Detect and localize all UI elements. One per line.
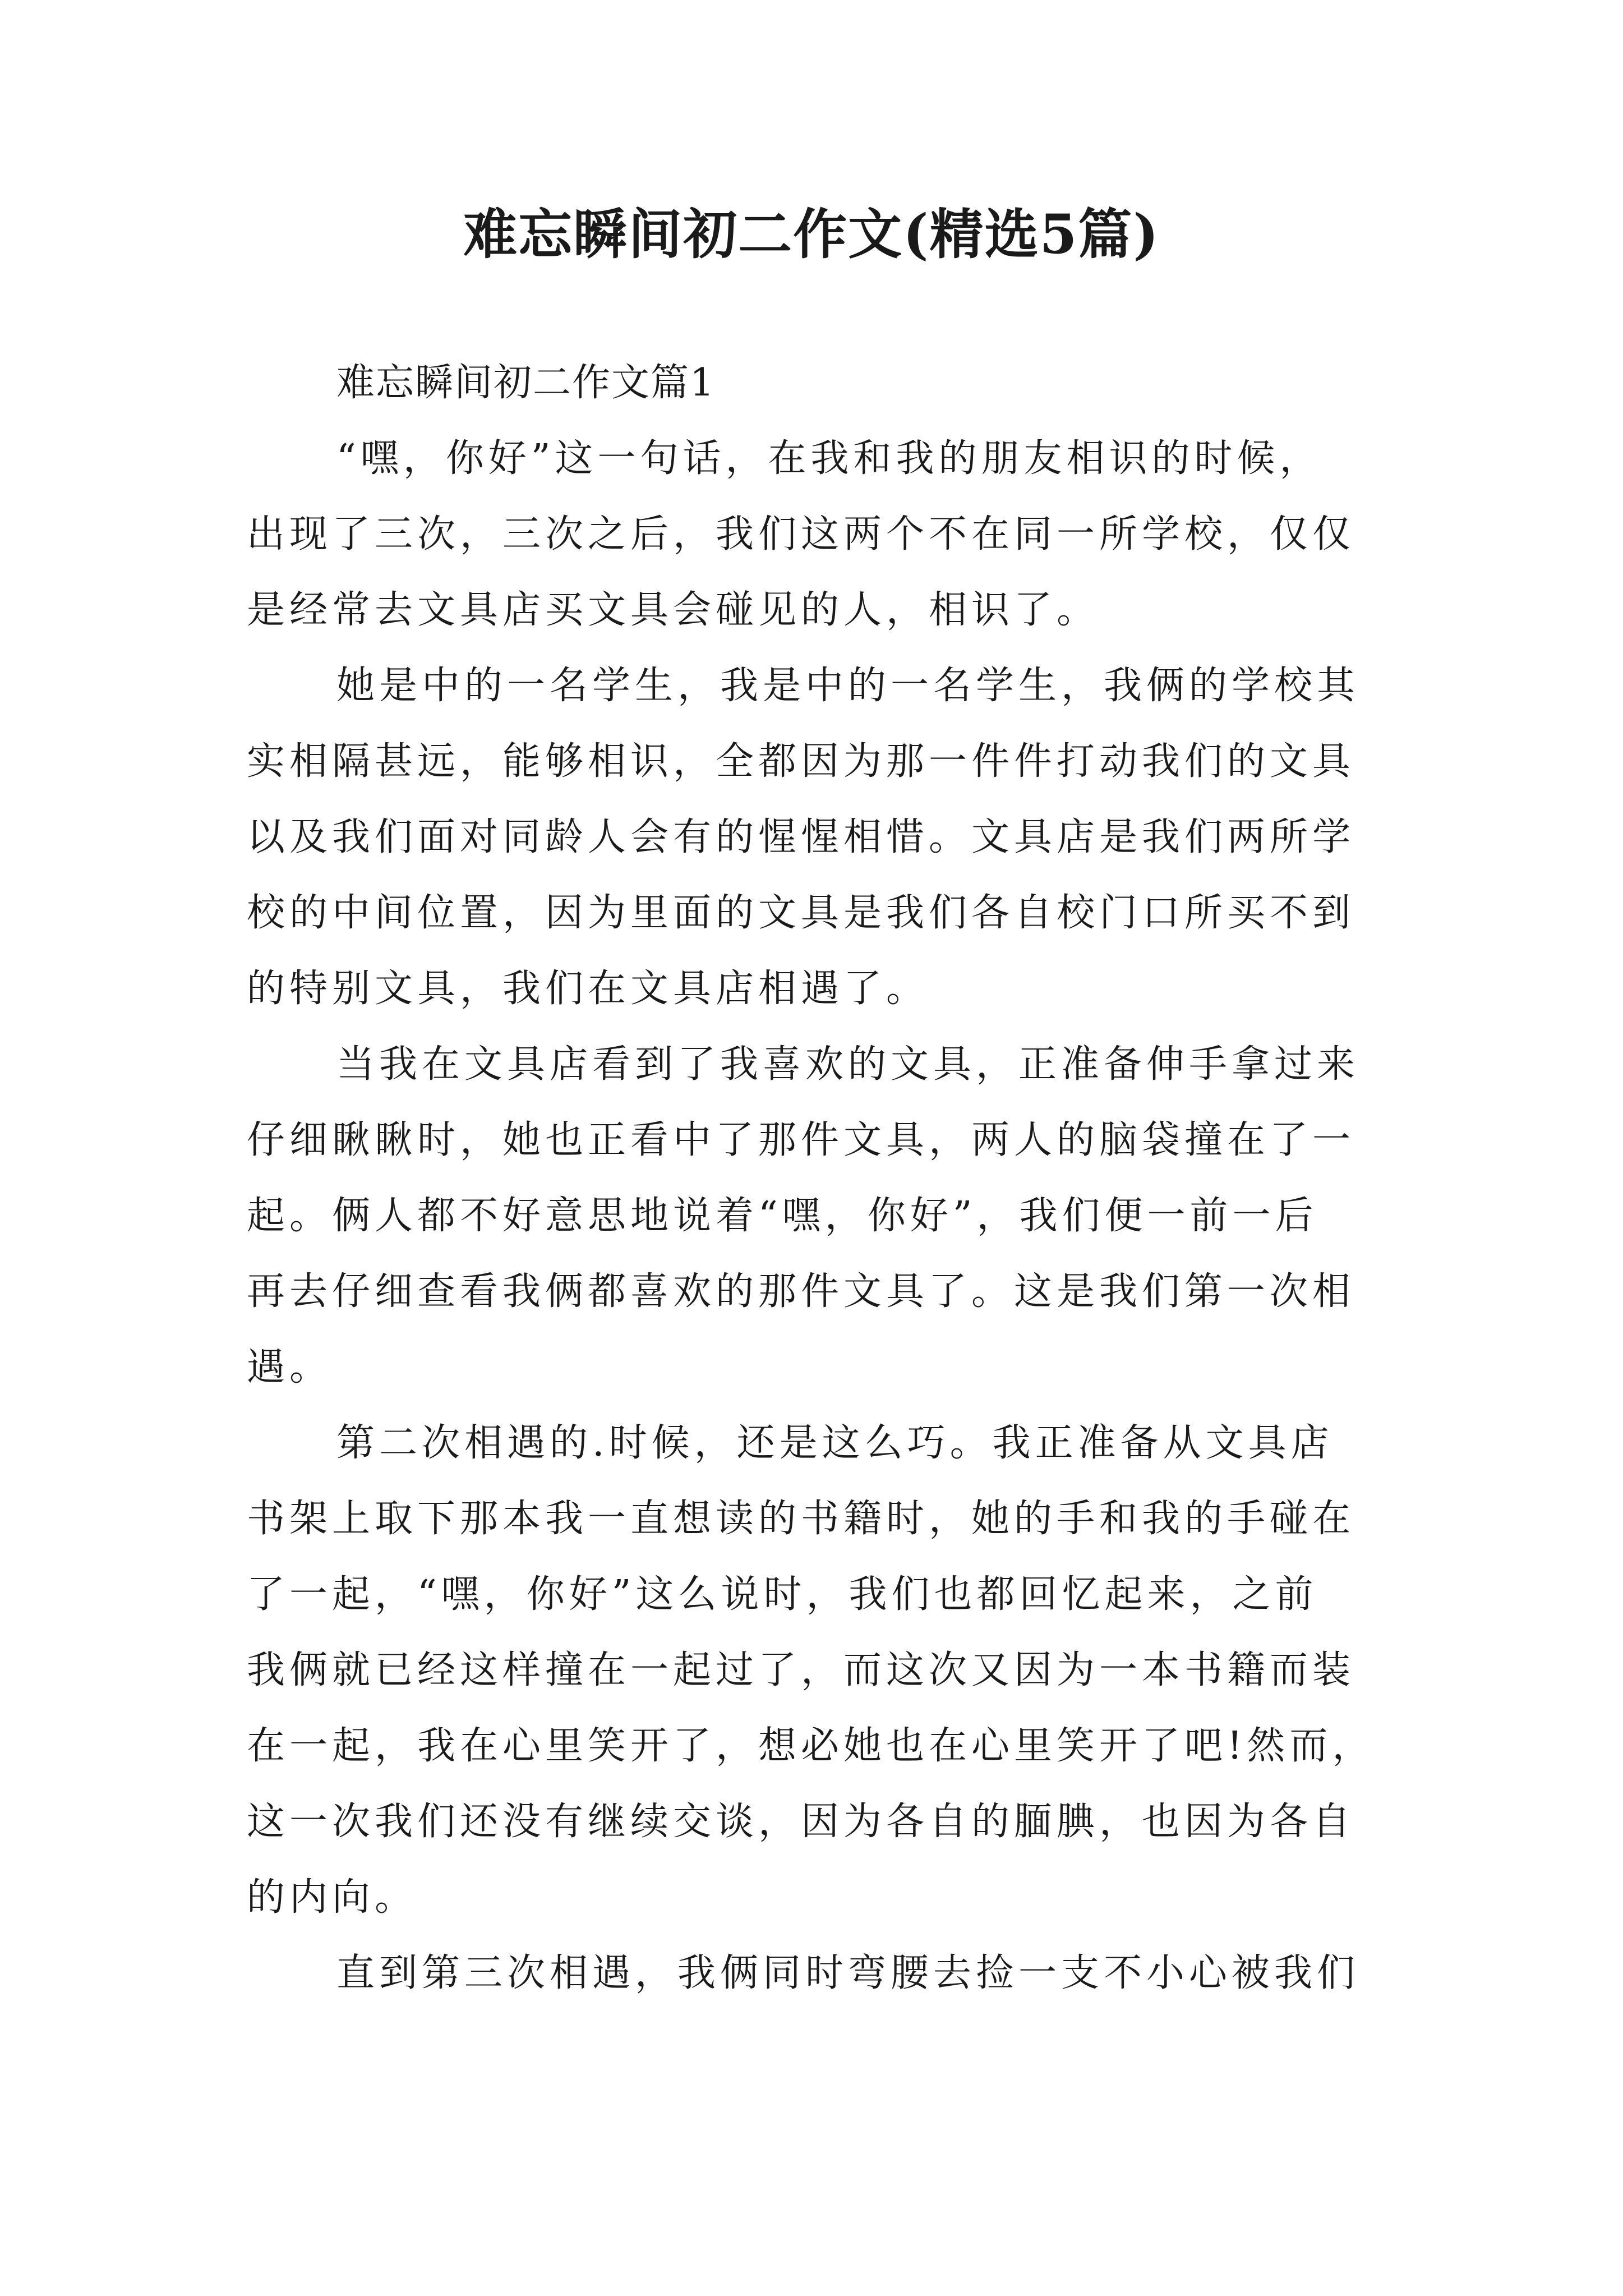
document-title: 难忘瞬间初二作文(精选5篇) [463, 203, 1160, 266]
text-line: 是经常去文具店买文具会碰见的人，相识了。 [247, 588, 1100, 632]
text-line: 仔细瞅瞅时，她也正看中了那件文具，两人的脑袋撞在了一 [247, 1118, 1355, 1162]
text-line: 出现了三次，三次之后，我们这两个不在同一所学校，仅仅 [247, 512, 1355, 556]
text-line: 以及我们面对同龄人会有的惺惺相惜。文具店是我们两所学 [247, 815, 1355, 859]
text-line: 校的中间位置，因为里面的文具是我们各自校门口所买不到 [247, 891, 1355, 935]
text-line: 我俩就已经这样撞在一起过了，而这次又因为一本书籍而装 [247, 1648, 1355, 1692]
text-line: 这一次我们还没有继续交谈，因为各自的腼腆，也因为各自 [247, 1800, 1355, 1844]
text-line: 实相隔甚远，能够相识，全都因为那一件件打动我们的文具 [247, 739, 1355, 784]
text-line: 的内向。 [247, 1875, 418, 1920]
text-line: 书架上取下那本我一直想读的书籍时，她的手和我的手碰在 [247, 1497, 1355, 1541]
text-line: 她是中的一名学生，我是中的一名学生，我俩的学校其 [336, 664, 1360, 708]
text-line: 的特别文具，我们在文具店相遇了。 [247, 967, 929, 1011]
text-line: 遇。 [247, 1345, 333, 1389]
text-line: 第二次相遇的.时候，还是这么巧。我正准备从文具店 [336, 1421, 1334, 1465]
section-heading: 难忘瞬间初二作文篇1 [336, 361, 716, 405]
text-line: 再去仔细查看我俩都喜欢的那件文具了。这是我们第一次相 [247, 1269, 1355, 1314]
text-line: “嘿，你好”这一句话，在我和我的朋友相识的时候， [336, 436, 1322, 481]
text-line: 直到第三次相遇，我俩同时弯腰去捡一支不小心被我们 [336, 1951, 1360, 1995]
text-line: 了一起，“嘿，你好”这么说时，我们也都回忆起来，之前 [247, 1572, 1318, 1617]
text-line: 在一起，我在心里笑开了，想必她也在心里笑开了吧!然而， [247, 1724, 1375, 1768]
paragraph-lines [247, 421, 1391, 2011]
document-body [247, 345, 1391, 2011]
text-line: 当我在文具店看到了我喜欢的文具，正准备伸手拿过来 [336, 1042, 1360, 1087]
text-line: 起。俩人都不好意思地说着“嘿，你好”，我们便一前一后 [247, 1194, 1318, 1238]
